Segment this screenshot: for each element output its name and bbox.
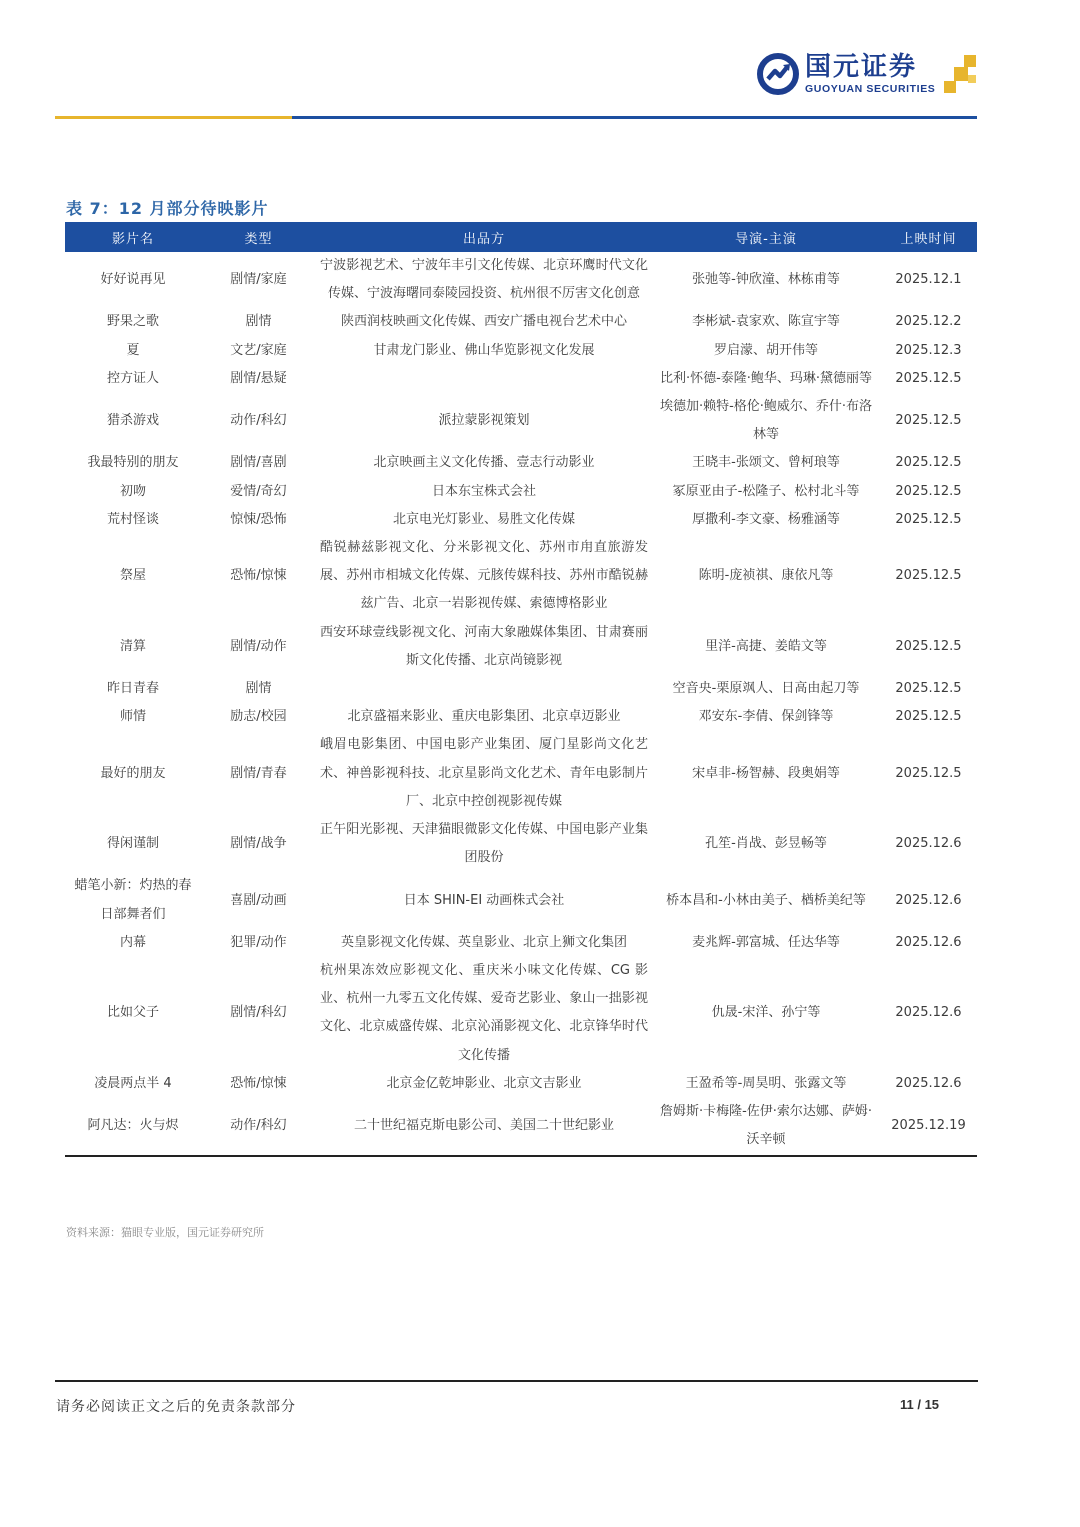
release-date: 2025.12.2 <box>895 314 962 330</box>
table-row <box>65 619 977 675</box>
film-title: 得闲谨制 <box>106 836 159 852</box>
director-cast: 埃德加·赖特-格伦·鲍威尔、乔什·布洛林等 <box>659 399 873 443</box>
producer: 北京盛福来影业、重庆电影集团、北京卓迈影业 <box>347 709 621 725</box>
film-title: 清算 <box>119 638 146 654</box>
header-producer: 出品方 <box>316 222 652 252</box>
release-date: 2025.12.5 <box>895 455 962 471</box>
producer: 甘肃龙门影业、佛山华览影视文化发展 <box>373 342 595 358</box>
release-date: 2025.12.5 <box>895 483 962 499</box>
table-row <box>65 703 977 731</box>
release-date: 2025.12.3 <box>895 342 962 358</box>
director-cast: 桥本昌和-小林由美子、楢桥美纪等 <box>666 892 866 908</box>
producer: 正午阳光影视、天津猫眼微影文化传媒、中国电影产业集团股份 <box>320 822 648 866</box>
director-cast: 厚撒利-李文豪、杨雅涵等 <box>692 511 840 527</box>
film-title: 我最特别的朋友 <box>87 455 179 471</box>
table-row <box>65 1070 977 1098</box>
film-title: 荒村怪谈 <box>106 511 159 527</box>
table-body <box>65 252 977 1156</box>
table-row <box>65 872 977 928</box>
producer: 北京电光灯影业、易胜文化传媒 <box>392 511 575 527</box>
table-row <box>65 449 977 477</box>
page-header <box>0 0 1080 125</box>
film-title: 野果之歌 <box>106 314 159 330</box>
release-date: 2025.12.5 <box>895 370 962 386</box>
director-cast: 冢原亚由子-松隆子、松村北斗等 <box>672 483 860 499</box>
producer: 日本东宝株式会社 <box>431 483 536 499</box>
director-cast: 李彬斌-袁家欢、陈宣宇等 <box>692 314 840 330</box>
page-number: 11 / 15 <box>900 1397 940 1412</box>
director-cast: 邓安东-李倩、保剑锋等 <box>698 709 834 725</box>
genre: 剧情/悬疑 <box>230 370 287 386</box>
producer: 日本 SHIN-EI 动画株式会社 <box>403 892 565 908</box>
film-title: 祭屋 <box>119 568 146 584</box>
upcoming-films-table <box>65 222 977 1157</box>
producer: 西安环球壹线影视文化、河南大象融媒体集团、甘肃赛丽斯文化传播、北京尚镜影视 <box>320 624 648 668</box>
release-date: 2025.12.6 <box>895 934 962 950</box>
genre: 恐怖/惊悚 <box>230 568 287 584</box>
film-title: 猎杀游戏 <box>106 413 159 429</box>
director-cast: 仇晟-宋洋、孙宁等 <box>711 1005 821 1021</box>
genre: 剧情/家庭 <box>230 272 287 288</box>
film-title: 最好的朋友 <box>100 765 166 781</box>
producer <box>316 365 652 393</box>
director-cast: 陈明-庞祯祺、康依凡等 <box>698 568 834 584</box>
table-row <box>65 393 977 449</box>
director-cast: 王晓丰-张颂文、曾柯琅等 <box>692 455 840 471</box>
release-date: 2025.12.5 <box>895 511 962 527</box>
table-row <box>65 337 977 365</box>
release-date: 2025.12.5 <box>895 638 962 654</box>
table-row <box>65 252 977 308</box>
table-row <box>65 816 977 872</box>
header-genre: 类型 <box>201 222 316 252</box>
header-rule-gold <box>55 116 292 119</box>
producer: 北京映画主义文化传播、壹志行动影业 <box>373 455 595 471</box>
header-rule-blue <box>292 116 977 119</box>
release-date: 2025.12.5 <box>895 568 962 584</box>
table-row <box>65 478 977 506</box>
genre: 剧情 <box>245 314 272 330</box>
genre: 犯罪/动作 <box>230 934 287 950</box>
film-title: 初吻 <box>119 483 146 499</box>
table-title: 表 7：12 月部分待映影片 <box>66 199 269 218</box>
director-cast: 麦兆辉-郭富城、任达华等 <box>692 934 840 950</box>
genre: 剧情 <box>245 681 272 697</box>
table-row <box>65 675 977 703</box>
producer: 派拉蒙影视策划 <box>438 413 530 429</box>
film-title: 蜡笔小新：灼热的春日部舞者们 <box>74 878 192 922</box>
table-row <box>65 957 977 1070</box>
release-date: 2025.12.5 <box>895 765 962 781</box>
director-cast: 空音央-栗原飒人、日高由起刀等 <box>672 681 860 697</box>
film-title: 师情 <box>119 709 146 725</box>
director-cast: 王盈希等-周昊明、张露文等 <box>685 1075 847 1091</box>
genre: 文艺/家庭 <box>230 342 287 358</box>
genre: 剧情/青春 <box>230 765 287 781</box>
genre: 剧情/动作 <box>230 638 287 654</box>
release-date: 2025.12.5 <box>895 709 962 725</box>
footer-rule <box>55 1380 978 1382</box>
film-title: 昨日青春 <box>106 681 159 697</box>
producer: 杭州果冻效应影视文化、重庆米小味文化传媒、CG 影业、杭州一九零五文化传媒、爱奇艺影业、象山一拙影视文化、北京威盛传媒、北京沁涌影视文化、北京锋华时代文化传播 <box>320 963 648 1063</box>
genre: 励志/校园 <box>230 709 287 725</box>
film-title: 好好说再见 <box>100 272 166 288</box>
director-cast: 宋卓非-杨智赫、段奥娟等 <box>692 765 840 781</box>
genre: 动作/科幻 <box>201 1098 316 1155</box>
producer: 二十世纪福克斯电影公司、美国二十世纪影业 <box>316 1098 652 1155</box>
table-header-row <box>65 222 977 252</box>
genre: 惊悚/恐怖 <box>230 511 287 527</box>
genre: 剧情/喜剧 <box>230 455 287 471</box>
release-date: 2025.12.6 <box>895 1075 962 1091</box>
genre: 爱情/奇幻 <box>230 483 287 499</box>
genre: 动作/科幻 <box>230 413 287 429</box>
director-cast: 比利·怀德-泰隆·鲍华、玛琳·黛德丽等 <box>659 370 873 386</box>
header-director-cast: 导演-主演 <box>652 222 880 252</box>
director-cast: 里洋-高捷、姜皓文等 <box>705 638 827 654</box>
table-row <box>65 534 977 619</box>
producer: 英皇影视文化传媒、英皇影业、北京上狮文化集团 <box>340 934 627 950</box>
release-date: 2025.12.6 <box>895 1005 962 1021</box>
director-cast: 张弛等-钟欣潼、林栋甫等 <box>692 272 840 288</box>
release-date: 2025.12.6 <box>895 892 962 908</box>
table-row <box>65 929 977 957</box>
guoyuan-logo-icon <box>757 53 799 95</box>
genre: 恐怖/惊悚 <box>230 1075 287 1091</box>
director-cast: 罗启濛、胡开伟等 <box>713 342 818 358</box>
disclaimer-note: 请务必阅读正文之后的免责条款部分 <box>56 1399 296 1415</box>
film-title: 内幕 <box>119 934 146 950</box>
table-row <box>65 1098 977 1155</box>
header-film: 影片名 <box>65 222 201 252</box>
gold-squares-icon <box>944 55 980 95</box>
director-cast: 孔笙-肖战、彭昱畅等 <box>705 836 827 852</box>
guoyuan-logo <box>757 51 982 101</box>
director-cast: 詹姆斯·卡梅隆-佐伊·索尔达娜、萨姆·沃辛顿 <box>652 1098 880 1155</box>
film-title: 凌晨两点半 4 <box>94 1075 172 1091</box>
producer <box>316 675 652 703</box>
genre: 剧情/战争 <box>230 836 287 852</box>
genre: 喜剧/动画 <box>230 892 287 908</box>
table-row <box>65 308 977 336</box>
release-date: 2025.12.6 <box>895 836 962 852</box>
film-title: 阿凡达：火与烬 <box>65 1098 201 1155</box>
producer: 宁波影视艺术、宁波年丰引文化传媒、北京环鹰时代文化传媒、宁波海曙同泰陵园投资、杭州很不厉害文化创意 <box>320 258 648 302</box>
release-date: 2025.12.19 <box>880 1098 977 1155</box>
header-release-date: 上映时间 <box>880 222 977 252</box>
producer: 陕西润枝映画文化传媒、西安广播电视台艺术中心 <box>340 314 627 330</box>
film-title: 夏 <box>126 342 140 358</box>
table-row <box>65 365 977 393</box>
release-date: 2025.12.1 <box>895 272 962 288</box>
release-date: 2025.12.5 <box>895 413 962 429</box>
release-date: 2025.12.5 <box>895 681 962 697</box>
film-title: 控方证人 <box>106 370 159 386</box>
genre: 剧情/科幻 <box>230 1005 287 1021</box>
film-title: 比如父子 <box>106 1005 159 1021</box>
table-row <box>65 506 977 534</box>
table-row <box>65 731 977 816</box>
brand-name-en: GUOYUAN SECURITIES <box>805 83 936 95</box>
brand-name-cn: 国元证券 <box>805 52 918 82</box>
producer: 峨眉电影集团、中国电影产业集团、厦门星影尚文化艺术、神兽影视科技、北京星影尚文化艺术、青年电影制片厂、北京中控创视影视传媒 <box>320 737 648 809</box>
producer: 酷锐赫兹影视文化、分米影视文化、苏州市甪直旅游发展、苏州市相城文化传媒、元胲传媒科技、苏州市酷锐赫兹广告、北京一岩影视传媒、索德博格影业 <box>320 540 648 612</box>
producer: 北京金亿乾坤影业、北京文吉影业 <box>386 1075 582 1091</box>
source-note: 资料来源：猫眼专业版，国元证券研究所 <box>66 1226 264 1239</box>
